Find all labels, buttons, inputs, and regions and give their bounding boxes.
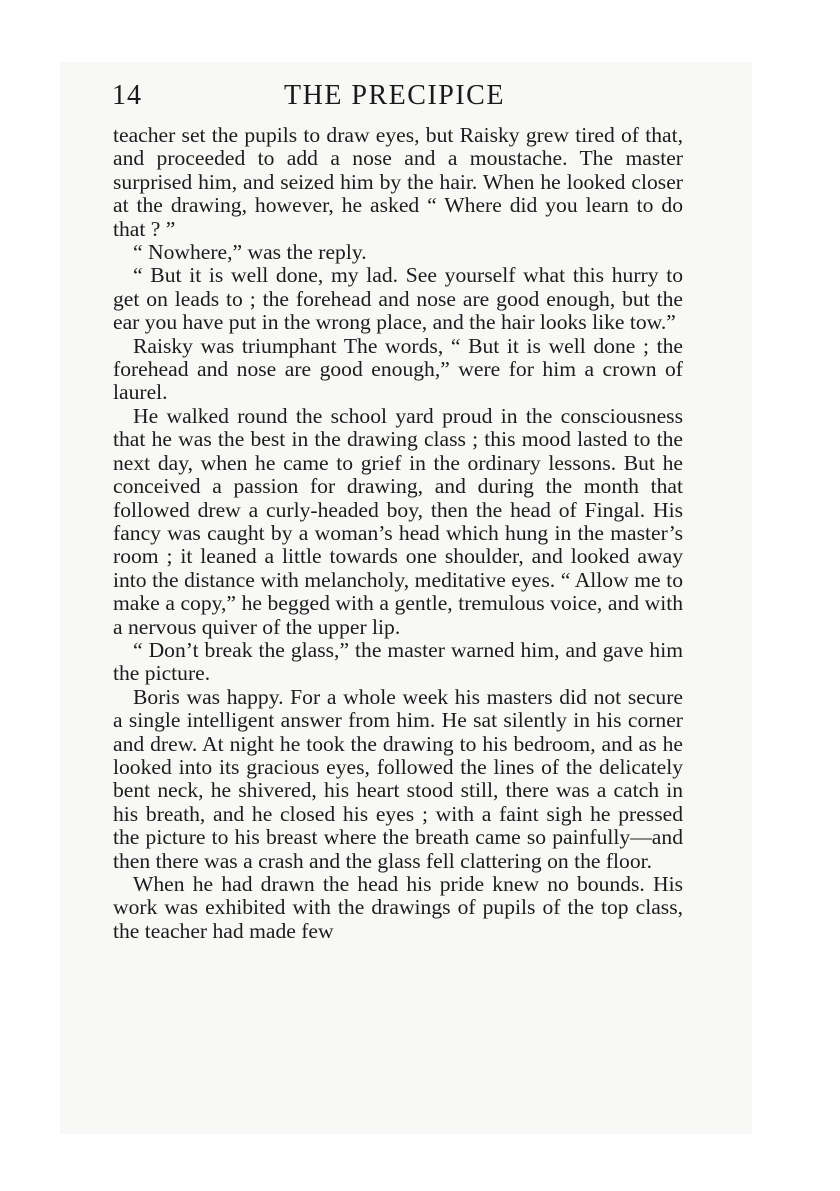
body-text: [113, 124, 683, 943]
page-number: 14: [112, 80, 142, 111]
running-title: THE PRECIPICE: [284, 80, 505, 111]
paragraph: Boris was happy. For a whole week his masters did not secure a single intelligent answer from him. He sat silently in his corner and drew. At night he took the drawing to his bedroom, and as he looked into its gracious eyes, followed the lines of the delicately bent neck, he shivered, his heart stood still, there was a catch in his breath, and he closed his eyes ; with a faint sigh he pressed the picture to his breast where the breath came so painfully—and then there was a crash and the glass fell clattering on the floor.: [113, 684, 683, 873]
paragraph: When he had drawn the head his pride knew no bounds. His work was exhibited with the drawings of pupils of the top class, the teacher had made few: [113, 872, 683, 943]
paragraph: “ Nowhere,” was the reply.: [133, 240, 367, 265]
page-header: [112, 80, 684, 116]
paragraph: “ But it is well done, my lad. See yourself what this hurry to get on leads to ; the forehead and nose are good enough, but the ear you have put in the wrong place, and the hair looks like tow.”: [113, 263, 683, 335]
paragraph: He walked round the school yard proud in the consciousness that he was the best in the drawing class ; this mood lasted to the next day, when he came to grief in the ordinary lessons. But he conceived a passion for drawing, and during the month that followed drew a curly-headed boy, then the head of Fingal. His fancy was caught by a woman’s head which hung in the master’s room ; it leaned a little towards one shoulder, and looked away into the distance with melancholy, meditative eyes. “ Allow me to make a copy,” he begged with a gentle, tremulous voice, and with a nervous quiver of the upper lip.: [113, 403, 683, 639]
paragraph: “ Don’t break the glass,” the master warned him, and gave him the picture.: [113, 637, 683, 686]
paragraph: teacher set the pupils to draw eyes, but Raisky grew tired of that, and proceeded to add a nose and a moustache. The master surprised him, and seized him by the hair. When he looked closer at the drawing, however, he asked “ Where did you learn to do that ? ”: [113, 123, 683, 241]
paragraph: Raisky was triumphant The words, “ But it is well done ; the forehead and nose are good enough,” were for him a crown of laurel.: [113, 333, 683, 405]
